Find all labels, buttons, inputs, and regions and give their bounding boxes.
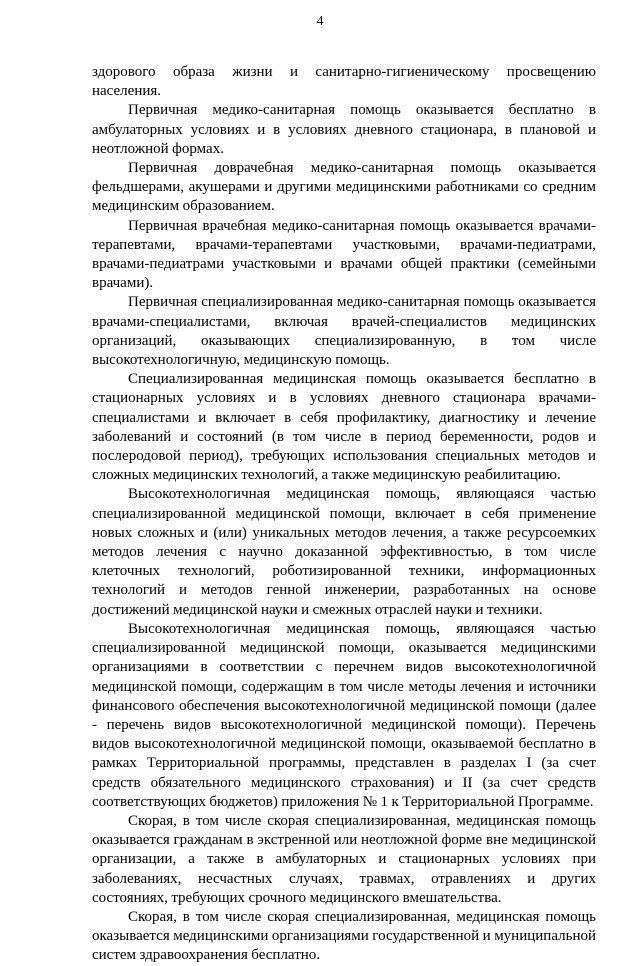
- page-number: 4: [316, 14, 324, 29]
- paragraph-specialized-care: Специализированная медицинская помощь оказывается бесплатно в стационарных условиях и в условиях дневного стационара врачами-специалистами и включает в себя профилактику, диагностику и лечение заболеваний и состояний (в том числе в период беременности, родов и послеродовой период), требующих использования специальных методов и сложных медицинских технологий, а также медицинскую реабилитацию.: [92, 371, 596, 484]
- document-body: [92, 63, 596, 966]
- paragraph-continuation: здорового образа жизни и санитарно-гигиеническому просвещению населения.: [92, 64, 596, 100]
- paragraph-primary-care: Первичная медико-санитарная помощь оказывается бесплатно в амбулаторных условиях и в условиях дневного стационара, в плановой и неотложной формах.: [92, 102, 596, 157]
- paragraph-emergency-care-free: Скорая, в том числе скорая специализированная, медицинская помощь оказывается медицинскими организациями государственной и муниципальной систем здравоохранения бесплатно.: [92, 908, 596, 964]
- paragraph-doctor-care: Первичная врачебная медико-санитарная помощь оказывается врачами-терапевтами, врачами-терапевтами участковыми, врачами-педиатрами, врачами-педиатрами участковыми и врачами общей практики (семейными врачами).: [92, 217, 596, 292]
- paragraph-high-tech-care-provision: Высокотехнологичная медицинская помощь, являющаяся частью специализированной медицинской помощи, оказывается медицинскими организациями в соответствии с перечнем видов высокотехнологичной медицинской помощи, содержащим в том числе методы лечения и источники финансового обеспечения высокотехнологичной медицинской помощи (далее - перечень видов высокотехнологичной медицинской помощи). Перечень видов высокотехнологичной медицинской помощи, оказываемой бесплатно в рамках Территориальной программы, представлен в разделах I (за счет средств обязательного медицинского страхования) и II (за счет средств соответствующих бюджетов) приложения № 1 к Территориальной Программе.: [92, 620, 596, 810]
- paragraph-specialized-primary-care: Первичная специализированная медико-санитарная помощь оказывается врачами-специалистами, включая врачей-специалистов медицинских организаций, оказывающих специализированную, в том числе высокотехнологичную, медицинскую помощь.: [92, 294, 596, 369]
- paragraph-emergency-care: Скорая, в том числе скорая специализированная, медицинская помощь оказывается гражданам в экстренной или неотложной форме вне медицинской организации, а также в амбулаторных и стационарных условиях при заболеваниях, несчастных случаях, травмах, отравлениях и других состояниях, требующих срочного медицинского вмешательства.: [92, 812, 596, 906]
- paragraph-high-tech-care-definition: Высокотехнологичная медицинская помощь, являющаяся частью специализированной медицинской помощи, включает в себя применение новых сложных и (или) уникальных методов лечения, а также ресурсоемких методов лечения с научно доказанной эффективностью, в том числе клеточных технологий, роботизированной техники, информационных технологий и методов генной инженерии, разработанных на основе достижений медицинской науки и смежных отраслей науки и техники.: [92, 486, 596, 618]
- paragraph-pre-doctor-care: Первичная доврачебная медико-санитарная помощь оказывается фельдшерами, акушерами и другими медицинскими работниками со средним медицинским образованием.: [92, 160, 596, 215]
